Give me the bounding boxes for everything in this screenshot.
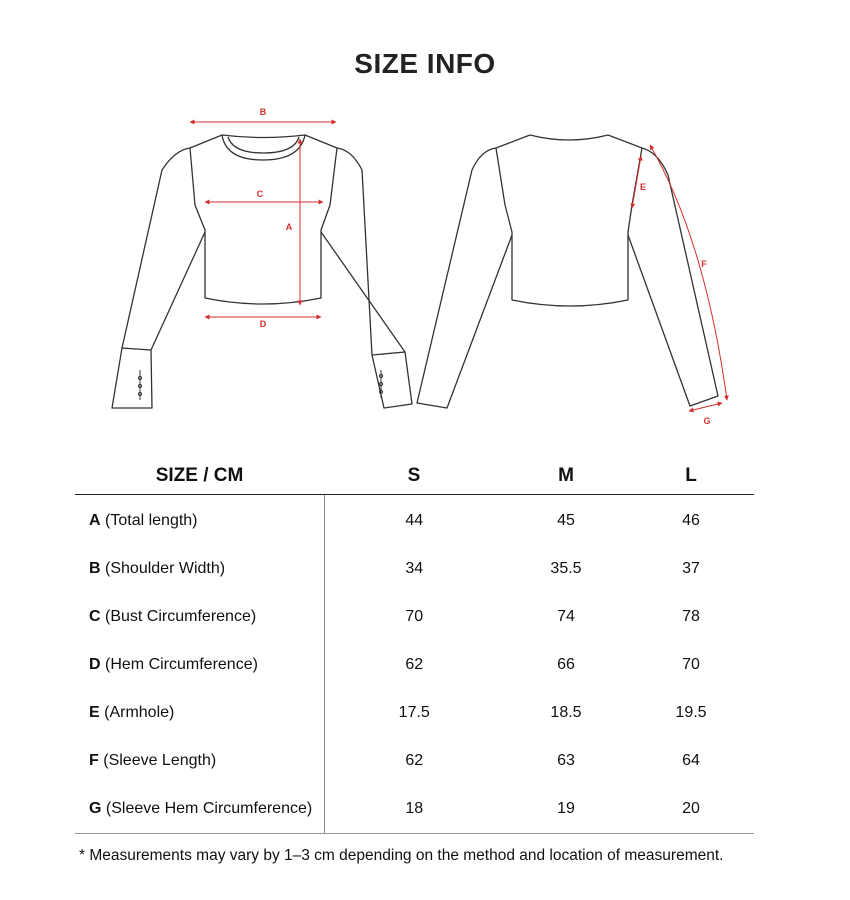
measure-label: (Total length) xyxy=(105,512,198,529)
table-header-row xyxy=(75,458,754,495)
measure-code: F xyxy=(89,752,99,769)
dim-label-g: G xyxy=(703,416,711,426)
back-collar xyxy=(530,135,608,140)
dim-label-e: E xyxy=(639,182,647,192)
table-row xyxy=(75,545,754,593)
table-row xyxy=(75,495,754,546)
dim-label-b: B xyxy=(259,107,267,117)
measure-label: (Bust Circumference) xyxy=(105,608,257,625)
front-right-cuff xyxy=(372,352,405,355)
value-s: 17.5 xyxy=(398,704,430,721)
value-s: 62 xyxy=(405,656,424,673)
front-collar-inner xyxy=(228,137,299,153)
value-l: 46 xyxy=(682,512,700,529)
measure-cell xyxy=(75,689,324,737)
measure-code: E xyxy=(89,704,100,721)
header-measure: SIZE / CM xyxy=(75,458,324,495)
table-row xyxy=(75,785,754,834)
front-collar xyxy=(222,135,305,160)
value-l: 78 xyxy=(682,608,700,625)
cuff-buttons-left xyxy=(138,370,141,400)
dim-label-c: C xyxy=(256,189,264,199)
dim-label-d: D xyxy=(259,319,267,329)
back-left-sleeve xyxy=(417,148,512,408)
value-s: 18 xyxy=(324,785,504,834)
measure-cell xyxy=(75,545,324,593)
footnote: * Measurements may vary by 1–3 cm depending on the method and location of measurement. xyxy=(79,847,724,864)
garment-diagram xyxy=(0,95,850,440)
size-table xyxy=(75,458,754,834)
front-left-sleeve xyxy=(112,148,205,408)
value-m: 18.5 xyxy=(550,704,582,721)
value-l: 37 xyxy=(682,560,700,577)
measure-label: (Shoulder Width) xyxy=(105,560,226,577)
measure-cell xyxy=(75,737,324,785)
front-dimensions xyxy=(190,122,336,317)
measure-cell xyxy=(75,641,324,689)
measure-cell xyxy=(75,785,324,834)
cuff-buttons-right xyxy=(379,370,382,398)
header-size-m: M xyxy=(504,458,628,495)
table-row xyxy=(75,593,754,641)
value-s: 44 xyxy=(405,512,424,529)
page-title: SIZE INFO xyxy=(354,48,496,79)
measure-code: G xyxy=(89,800,102,817)
value-m: 66 xyxy=(557,656,575,673)
value-s: 34 xyxy=(405,560,424,577)
measure-label: (Armhole) xyxy=(104,704,175,721)
value-m: 19 xyxy=(504,785,628,834)
value-s: 62 xyxy=(405,752,424,769)
value-s: 70 xyxy=(405,608,424,625)
value-m: 45 xyxy=(557,512,575,529)
table-row xyxy=(75,641,754,689)
dim-line-f xyxy=(650,145,727,400)
measure-label: (Sleeve Length) xyxy=(103,752,217,769)
measure-code: D xyxy=(89,656,101,673)
measure-code: A xyxy=(89,512,101,529)
table-row xyxy=(75,689,754,737)
front-view xyxy=(112,135,412,408)
header-size-l: L xyxy=(628,458,754,495)
value-m: 63 xyxy=(557,752,575,769)
dim-label-f: F xyxy=(701,259,707,269)
value-l: 64 xyxy=(682,752,700,769)
value-l: 19.5 xyxy=(675,704,707,721)
back-body-outline xyxy=(496,135,642,306)
measure-cell xyxy=(75,593,324,641)
measure-code: B xyxy=(89,560,101,577)
measure-code: C xyxy=(89,608,101,625)
front-left-cuff xyxy=(122,348,151,350)
table-row xyxy=(75,737,754,785)
value-l: 20 xyxy=(628,785,754,834)
dim-label-a: A xyxy=(285,222,293,232)
header-size-s: S xyxy=(324,458,504,495)
measure-cell xyxy=(75,495,324,546)
measure-label: (Sleeve Hem Circumference) xyxy=(105,800,313,817)
value-l: 70 xyxy=(682,656,700,673)
back-view xyxy=(417,135,718,408)
front-right-sleeve xyxy=(321,148,412,408)
value-m: 35.5 xyxy=(550,560,582,577)
measure-label: (Hem Circumference) xyxy=(105,656,258,673)
value-m: 74 xyxy=(557,608,575,625)
